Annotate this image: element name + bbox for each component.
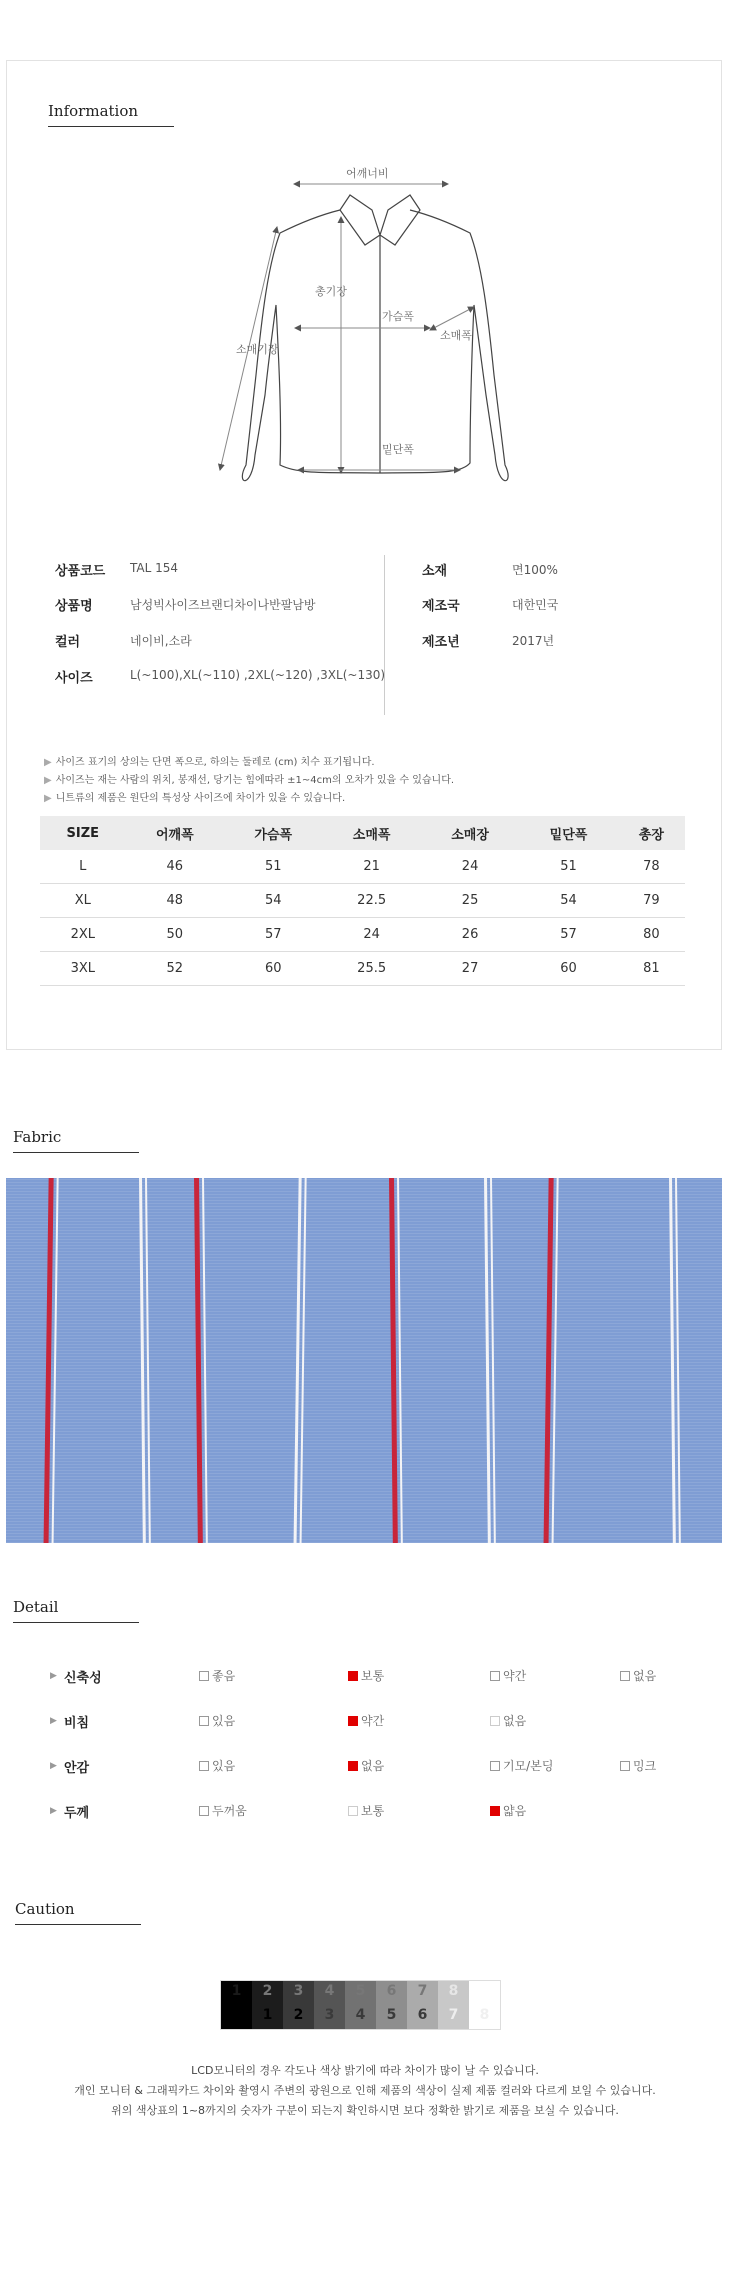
calibration-cell: [283, 1981, 314, 2029]
size-table-cell: 54: [519, 884, 617, 918]
size-table-cell: 25: [421, 884, 519, 918]
fabric-swatch-image: [6, 1178, 722, 1543]
checkbox-icon: [490, 1761, 500, 1771]
size-table-header-cell: 어깨폭: [126, 816, 224, 850]
calibration-top-number: 1: [231, 1983, 242, 1999]
caution-title: Caution: [15, 1900, 75, 1918]
size-table-cell: 51: [224, 850, 322, 884]
spec-label-size: 사이즈: [55, 671, 93, 686]
size-table-cell: 26: [421, 918, 519, 952]
size-table-cell: 2XL: [40, 918, 126, 952]
size-table-header-cell: 총장: [618, 816, 685, 850]
checkbox-icon: [620, 1671, 630, 1681]
checkbox-icon: [348, 1806, 358, 1816]
calibration-top-number: 7: [417, 1983, 428, 1999]
shirt-measurement-diagram: [0, 155, 730, 500]
spec-label-country: 제조국: [422, 599, 460, 614]
spec-divider: [384, 555, 385, 715]
size-table-header-cell: 소매장: [421, 816, 519, 850]
detail-title: Detail: [13, 1598, 59, 1616]
calibration-bottom-number: 3: [324, 2007, 335, 2023]
size-table-header-cell: 소매폭: [322, 816, 420, 850]
calibration-top-number: 8: [448, 1983, 459, 1999]
size-table-cell: 78: [618, 850, 685, 884]
checkbox-icon: [199, 1671, 209, 1681]
caution-title-underline: [15, 1924, 141, 1925]
spec-value-year: 2017년: [512, 634, 555, 648]
spec-value-product-code: TAL 154: [130, 561, 179, 575]
diagram-label-chest: 가슴폭: [382, 310, 414, 323]
size-table-header: [40, 816, 685, 850]
bullet-triangle-icon: ▶: [50, 1671, 57, 1681]
calibration-top-number: 6: [386, 1983, 397, 1999]
fabric-stripe: [145, 1178, 151, 1543]
caution-line-1: LCD모니터의 경우 각도나 색상 밝기에 따라 차이가 많이 날 수 있습니다.: [191, 2064, 539, 2077]
detail-option: 약간: [490, 1667, 526, 1684]
size-table-cell: 57: [224, 918, 322, 952]
fabric-stripe: [490, 1178, 496, 1543]
size-table-cell: 24: [322, 918, 420, 952]
diagram-label-sleeve-length: 소매기장: [236, 343, 279, 356]
caution-line-3: 위의 색상표의 1~8까지의 숫자가 구분이 되는지 확인하시면 보다 정확한 밝기로 제품을 보실 수 있습니다.: [111, 2104, 619, 2117]
size-table-cell: 3XL: [40, 952, 126, 986]
information-title-underline: [48, 126, 174, 127]
fabric-title-underline: [13, 1152, 139, 1153]
detail-option: 있음: [199, 1757, 235, 1774]
size-table-row: [40, 850, 685, 884]
calibration-bottom-number: 6: [417, 2007, 428, 2023]
detail-option: 없음: [620, 1667, 656, 1684]
calibration-cell: [221, 1981, 252, 2029]
size-table-cell: 46: [126, 850, 224, 884]
size-table-cell: 50: [126, 918, 224, 952]
size-table-cell: 48: [126, 884, 224, 918]
spec-value-size: L(~100),XL(~110) ,2XL(~120) ,3XL(~130): [130, 668, 386, 682]
size-table-cell: 60: [519, 952, 617, 986]
calibration-top-number: 5: [355, 1983, 366, 1999]
detail-label-stretch: 신축성: [64, 1671, 102, 1686]
information-title: Information: [48, 102, 139, 120]
calibration-bottom-number: 1: [262, 2007, 273, 2023]
spec-value-country: 대한민국: [512, 598, 559, 612]
spec-value-color: 네이비,소라: [130, 634, 192, 648]
detail-title-underline: [13, 1622, 139, 1623]
diagram-label-length: 총기장: [315, 285, 347, 298]
size-note-3: ▶ 니트류의 제품은 원단의 특성상 사이즈에 차이가 있을 수 있습니다.: [44, 793, 346, 804]
size-table-cell: 25.5: [322, 952, 420, 986]
calibration-cell: [438, 1981, 469, 2029]
detail-option: 없음: [348, 1757, 384, 1774]
size-note-1: ▶ 사이즈 표기의 상의는 단면 폭으로, 하의는 둘레로 (cm) 치수 표기됩니다.: [44, 757, 375, 768]
calibration-bottom-number: 8: [479, 2007, 490, 2023]
calibration-bottom-number: 4: [355, 2007, 366, 2023]
spec-label-year: 제조년: [422, 635, 460, 650]
size-table-header-cell: 가슴폭: [224, 816, 322, 850]
calibration-cell: [314, 1981, 345, 2029]
size-table-cell: 81: [618, 952, 685, 986]
checkbox-checked-icon: [348, 1761, 358, 1771]
calibration-cell: [345, 1981, 376, 2029]
calibration-cell: [252, 1981, 283, 2029]
size-table-cell: 22.5: [322, 884, 420, 918]
diagram-label-sleeve-width: 소매폭: [440, 329, 472, 342]
size-table-cell: 57: [519, 918, 617, 952]
size-table-cell: XL: [40, 884, 126, 918]
size-table-cell: 79: [618, 884, 685, 918]
size-table-cell: 52: [126, 952, 224, 986]
spec-label-color: 컬러: [55, 635, 81, 650]
detail-option: 보통: [348, 1667, 384, 1684]
checkbox-icon: [490, 1671, 500, 1681]
size-table-cell: 21: [322, 850, 420, 884]
diagram-label-shoulder: 어깨너비: [346, 167, 389, 180]
calibration-bottom-number: 2: [293, 2007, 304, 2023]
detail-option: 약간: [348, 1712, 384, 1729]
color-calibration-chart: [220, 1980, 501, 2030]
checkbox-icon: [620, 1761, 630, 1771]
size-table-header-cell: 밑단폭: [519, 816, 617, 850]
calibration-bottom-number: 7: [448, 2007, 459, 2023]
detail-option: 없음: [490, 1712, 526, 1729]
size-table-header-cell: SIZE: [40, 816, 126, 850]
spec-value-product-name: 남성빅사이즈브랜디차이나반팔남방: [130, 598, 316, 612]
fabric-stripe: [397, 1178, 403, 1543]
checkbox-checked-icon: [490, 1806, 500, 1816]
detail-option: 밍크: [620, 1757, 656, 1774]
detail-option: 보통: [348, 1802, 384, 1819]
size-table-cell: 80: [618, 918, 685, 952]
fabric-stripe: [675, 1178, 681, 1543]
size-table-cell: 27: [421, 952, 519, 986]
checkbox-icon: [199, 1716, 209, 1726]
checkbox-icon: [199, 1761, 209, 1771]
checkbox-checked-icon: [348, 1671, 358, 1681]
size-table-cell: 24: [421, 850, 519, 884]
size-note-2: ▶ 사이즈는 재는 사람의 위치, 봉재선, 당기는 힘에따라 ±1~4cm의 오차가 있을 수 있습니다.: [44, 775, 455, 786]
detail-option: 좋음: [199, 1667, 235, 1684]
size-table-row: [40, 952, 685, 986]
checkbox-icon: [490, 1716, 500, 1726]
detail-option: 기모/본딩: [490, 1757, 553, 1774]
bullet-triangle-icon: ▶: [50, 1716, 57, 1726]
spec-label-product-code: 상품코드: [55, 564, 106, 579]
detail-label-thickness: 두께: [64, 1806, 90, 1821]
size-table-cell: 60: [224, 952, 322, 986]
calibration-cell: [376, 1981, 407, 2029]
calibration-top-number: 2: [262, 1983, 273, 1999]
calibration-cell: [407, 1981, 438, 2029]
calibration-bottom-number: 5: [386, 2007, 397, 2023]
shirt-body: [242, 210, 508, 481]
spec-label-product-name: 상품명: [55, 599, 93, 614]
checkbox-checked-icon: [348, 1716, 358, 1726]
size-table-cell: 54: [224, 884, 322, 918]
detail-label-lining: 안감: [64, 1761, 90, 1776]
spec-value-material: 면100%: [512, 563, 558, 577]
detail-option: 있음: [199, 1712, 235, 1729]
calibration-cell: [469, 1981, 500, 2029]
calibration-top-number: 3: [293, 1983, 304, 1999]
spec-label-material: 소재: [422, 564, 448, 579]
calibration-top-number: 4: [324, 1983, 335, 1999]
diagram-label-hem: 밑단폭: [382, 443, 414, 456]
detail-option: 두꺼움: [199, 1802, 247, 1819]
checkbox-icon: [199, 1806, 209, 1816]
bullet-triangle-icon: ▶: [50, 1806, 57, 1816]
size-table-cell: L: [40, 850, 126, 884]
fabric-stripe: [202, 1178, 208, 1543]
size-table: [40, 816, 685, 986]
size-table-cell: 51: [519, 850, 617, 884]
fabric-title: Fabric: [13, 1128, 62, 1146]
size-table-row: [40, 884, 685, 918]
size-table-row: [40, 918, 685, 952]
bullet-triangle-icon: ▶: [50, 1761, 57, 1771]
detail-option: 얇음: [490, 1802, 526, 1819]
caution-line-2: 개인 모니터 & 그래픽카드 차이와 촬영시 주변의 광원으로 인해 제품의 색상이 실제 제품 컬러와 다르게 보일 수 있습니다.: [74, 2084, 656, 2097]
detail-label-transparency: 비침: [64, 1716, 90, 1731]
